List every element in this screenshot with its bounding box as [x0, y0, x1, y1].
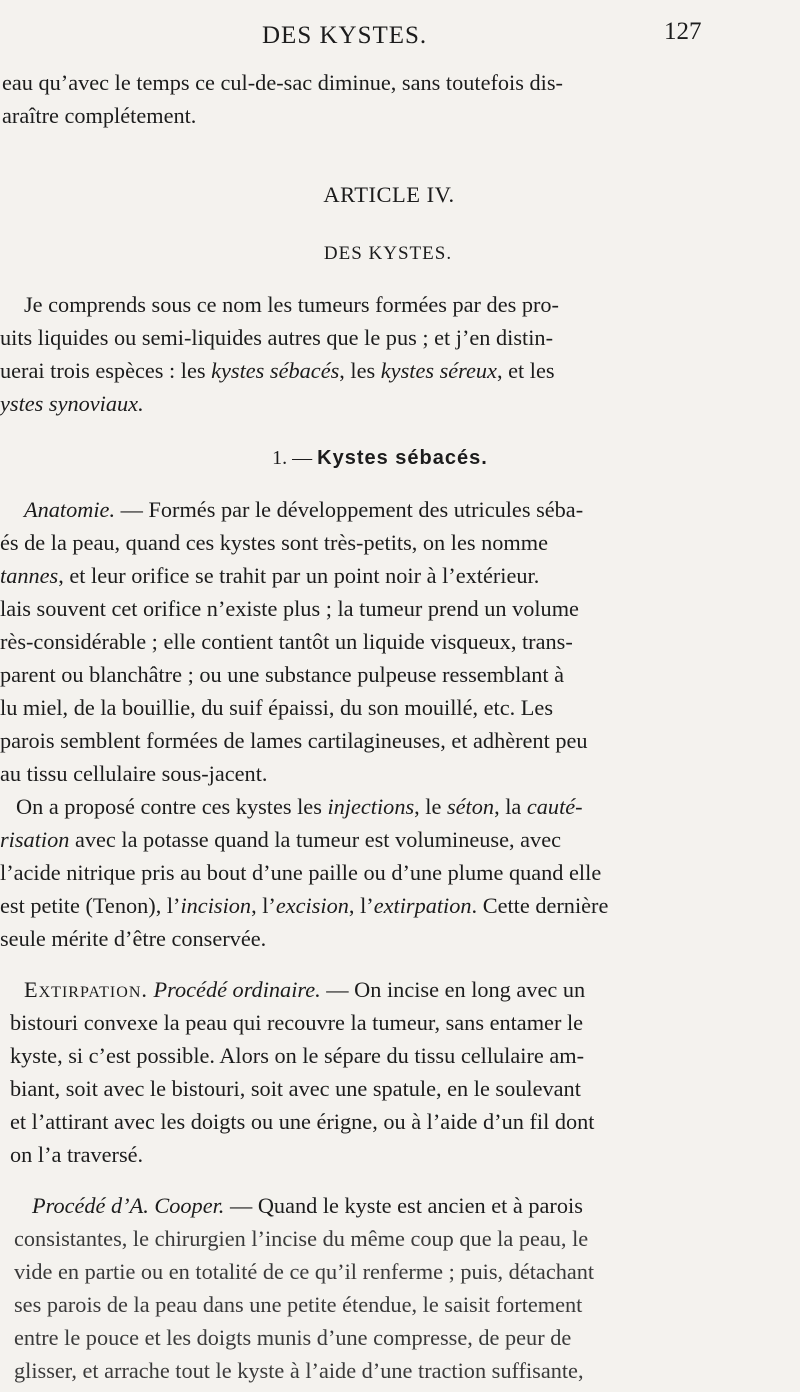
text-line: Extirpation. Procédé ordinaire. — On incise en long avec un	[24, 977, 586, 1002]
article-subtitle: DES KYSTES.	[323, 243, 453, 264]
page-body	[0, 66, 790, 1387]
text-line: seule mérite d’être conservée.	[0, 926, 267, 951]
text-line: consistantes, le chirurgien l’incise du même coup que la peau, le	[14, 1226, 589, 1251]
section-heading: 1. — Kystes sébacés.	[272, 447, 488, 469]
text-line: Je comprends sous ce nom les tumeurs formées par des pro-	[24, 292, 559, 317]
text-line: ystes synoviaux.	[0, 391, 144, 416]
text-line: parois semblent formées de lames cartilagineuses, et adhèrent peu	[0, 728, 588, 753]
text-line: uerai trois espèces : les kystes sébacés, les kystes séreux, et les	[0, 358, 555, 383]
text-line: entre le pouce et les doigts munis d’une compresse, de peur de	[14, 1325, 572, 1350]
text-line: Procédé d’A. Cooper. — Quand le kyste est ancien et à parois	[32, 1193, 583, 1218]
text-line: l’acide nitrique pris au bout d’une paille ou d’une plume quand elle	[0, 860, 602, 885]
text-line: és de la peau, quand ces kystes sont très-petits, on les nomme	[0, 530, 549, 555]
anatomie-paragraph	[0, 493, 790, 790]
text-line: glisser, et arrache tout le kyste à l’aide d’une traction suffisante,	[14, 1358, 584, 1383]
text-line: ses parois de la peau dans une petite étendue, le saisit fortement	[14, 1292, 583, 1317]
running-title: DES KYSTES.	[262, 22, 428, 49]
page-number: 127	[664, 18, 702, 45]
text-line: lu miel, de la bouillie, du suif épaissi, du son mouillé, etc. Les	[0, 695, 553, 720]
text-line: araître complétement.	[2, 103, 197, 128]
page-header	[0, 18, 800, 62]
text-line: on l’a traversé.	[10, 1142, 144, 1167]
text-line: bistouri convexe la peau qui recouvre la tumeur, sans entamer le	[10, 1010, 584, 1035]
text-line: risation avec la potasse quand la tumeur est volumineuse, avec	[0, 827, 561, 852]
cooper-paragraph	[0, 1189, 790, 1387]
text-line: rès-considérable ; elle contient tantôt un liquide visqueux, trans-	[0, 629, 573, 654]
text-line: Anatomie. — Formés par le développement des utricules séba-	[24, 497, 584, 522]
text-line: lais souvent cet orifice n’existe plus ; la tumeur prend un volume	[0, 596, 579, 621]
extirpation-paragraph	[0, 973, 790, 1171]
text-line: est petite (Tenon), l’incision, l’excision, l’extirpation. Cette dernière	[0, 893, 609, 918]
text-line: parent ou blanchâtre ; ou une substance pulpeuse ressemblant à	[0, 662, 565, 687]
treatments-paragraph	[0, 790, 790, 955]
text-line: uits liquides ou semi-liquides autres que le pus ; et j’en distin-	[0, 325, 554, 350]
text-line: eau qu’avec le temps ce cul-de-sac diminue, sans toutefois dis-	[2, 70, 563, 95]
text-line: au tissu cellulaire sous-jacent.	[0, 761, 268, 786]
text-line: biant, soit avec le bistouri, soit avec une spatule, en le soulevant	[10, 1076, 581, 1101]
text-line: vide en partie ou en totalité de ce qu’il renferme ; puis, détachant	[14, 1259, 595, 1284]
text-line: On a proposé contre ces kystes les injections, le séton, la cauté-	[16, 794, 583, 819]
text-line: et l’attirant avec les doigts ou une érigne, ou à l’aide d’un fil dont	[10, 1109, 595, 1134]
intro-paragraph	[0, 288, 790, 420]
text-line: tannes, et leur orifice se trahit par un point noir à l’extérieur.	[0, 563, 540, 588]
text-line: kyste, si c’est possible. Alors on le sépare du tissu cellulaire am-	[10, 1043, 585, 1068]
article-title: ARTICLE IV.	[323, 182, 455, 207]
